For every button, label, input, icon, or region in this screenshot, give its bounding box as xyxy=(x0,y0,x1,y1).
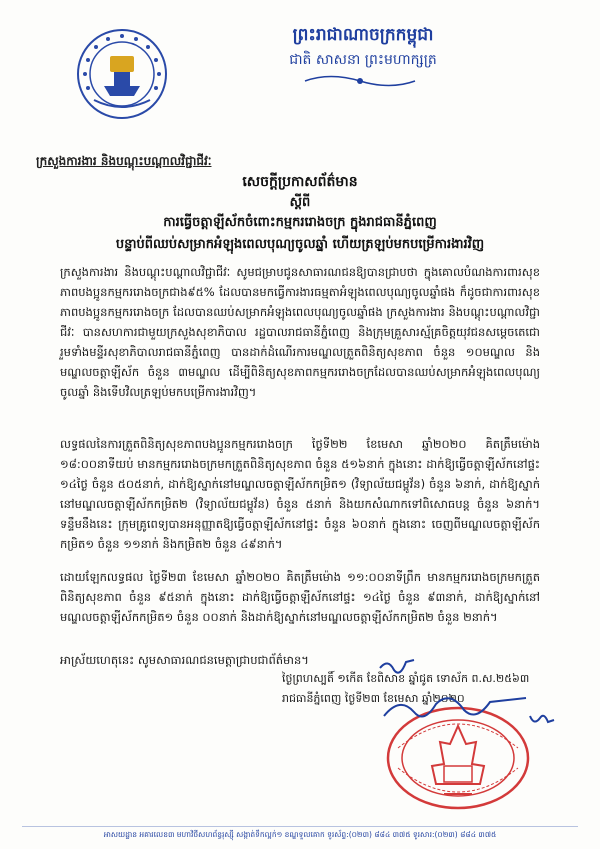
title-subject-line1: ការធ្វើចត្តាឡីស័កចំពោះកម្មកររោងចក្រ ក្នុងរាជធានីភ្នំពេញ xyxy=(163,215,437,230)
ministry-logo xyxy=(74,26,170,122)
body-paragraph-2: លទ្ធផលនៃការត្រួតពិនិត្យសុខភាពបងប្អូនកម្មកររោងចក្រ ថ្ងៃទី២២ ខែមេសា ឆ្នាំ២០២០ គិតត្រឹមម៉ោង ១៨:០០នាទីយប់ មានកម្មកររោងចក្រមកត្រួតពិនិត្យសុខភាព ចំនួន ៥១៦នាក់ ក្នុងនោះ ដាក់ឱ្យធ្វើចត្តាឡីស័កនៅផ្ទះ ១៤ថ្ងៃ ចំនួន ៥០៥នាក់, ដាក់ឱ្យស្នាក់នៅមណ្ឌលចត្តាឡីស័កកម្រិត១ (វិទ្យាល័យជម្ពូវ័ន) ចំនួន ៦នាក់, ដាក់ឱ្យស្នាក់នៅមណ្ឌលចត្តាឡីស័កកម្រិត២ (វិទ្យាល័យជម្ពូវ័ន) ចំនួន ៥នាក់ និងយកសំណាកទៅពិសោធបន្ត ចំនួន ៦នាក់។ ទន្ទឹមនឹងនេះ ក្រុមគ្រូពេទ្យបានអនុញ្ញាតឱ្យធ្វើចត្តាឡីស័កនៅផ្ទះ ចំនួន ៦០នាក់ ក្នុងនោះ ចេញពីមណ្ឌលចត្តាឡីស័កកម្រិត១ ចំនួន ១១នាក់ និងកម្រិត២ ចំនួន ៤៩នាក់។ xyxy=(60,437,540,551)
header-ornament xyxy=(300,74,420,88)
title-subject-line2: បន្ទាប់ពីឈប់សម្រាកអំឡុងពេលបុណ្យចូលឆ្នាំ ហើយត្រឡប់មកបម្រើការងារវិញ xyxy=(115,237,485,252)
ministry-name: ក្រសួងការងារ និងបណ្តុះបណ្តាលវិជ្ជាជីវៈ xyxy=(36,154,212,168)
footer-divider xyxy=(22,826,578,827)
initials-mark-2 xyxy=(528,710,556,730)
body-paragraph-3: ដោយឡែកលទ្ធផល ថ្ងៃទី២៣ ខែមេសា ឆ្នាំ២០២០ គិតត្រឹមម៉ោង ១១:០០នាទីព្រឹក មានកម្មកររោងចក្រមកត្រួតពិនិត្យសុខភាព ចំនួន ៩៥នាក់ ក្នុងនោះ ដាក់ឱ្យធ្វើចត្តាឡីស័កនៅផ្ទះ ១៤ថ្ងៃ ចំនួន ៩៣នាក់, ដាក់ឱ្យស្នាក់នៅមណ្ឌលចត្តាឡីស័កកម្រិត១ ចំនួន ០០នាក់ និងដាក់ឱ្យស្នាក់នៅមណ្ឌលចត្តាឡីស័កកម្រិត២ ចំនួន ២នាក់។ xyxy=(60,570,540,624)
lunar-date: ថ្ងៃព្រហស្បតិ៍ ១កើត ខែពិសាខ ឆ្នាំជូត ទោស័ក ព.ស.២៥៦៣ xyxy=(282,672,530,685)
document-title: សេចក្តីប្រកាសព័ត៌មាន xyxy=(242,174,358,190)
title-subject-label: ស្តីពី xyxy=(289,195,311,210)
kingdom-title: ព្រះរាជាណាចក្រកម្ពុជា xyxy=(292,25,434,45)
footer-address: អាសយដ្ឋាន អគារលេខ៣ មហាវិថីសហព័ន្ធរុស្ស៊ី សង្កាត់ទឹកល្អក់១ ខណ្ឌទួលគោក ទូរស័ព្ទ:(០២៣) ៨៨៤ ៣៧៥ ទូរសារ:(០២៣) ៨៨៤ ៣៧៥ xyxy=(103,830,497,839)
minister-signature xyxy=(380,692,530,726)
solar-date: រាជធានីភ្នំពេញ ថ្ងៃទី២៣ ខែមេសា ឆ្នាំ២០២០ xyxy=(282,692,465,705)
national-motto: ជាតិ សាសនា ព្រះមហាក្សត្រ xyxy=(289,52,437,68)
body-paragraph-1: ក្រសួងការងារ និងបណ្តុះបណ្តាលវិជ្ជាជីវៈ សូមជម្រាបជូនសាធារណជនឱ្យបានជ្រាបថា ក្នុងគោលបំណងការពារសុខភាពបងប្អូនកម្មកររោងចក្រជាង៩៥% ដែលបានមកធ្វើការងារធម្មតាអំឡុងពេលបុណ្យចូលឆ្នាំផង ក៏ដូចជាការពារសុខភាពបងប្អូនកម្មកររោងចក្រ ដែលបានឈប់សម្រាកអំឡុងពេលបុណ្យចូលឆ្នាំផង ក្រសួងការងារ និងបណ្តុះបណ្តាលវិជ្ជាជីវៈ បានសហការជាមួយក្រសួងសុខាភិបាល រដ្ឋបាលរាជធានីភ្នំពេញ និងក្រុមគ្រួសារស្ម័គ្រចិត្តយុវជនសម្តេចតេជោ រួមទាំងមន្ទីរសុខាភិបាលរាជធានីភ្នំពេញ បានដាក់ដំណើរការមណ្ឌលត្រួតពិនិត្យសុខភាព ចំនួន ១០មណ្ឌល និងមណ្ឌលចត្តាឡីស័ក ចំនួន ៣មណ្ឌល ដើម្បីពិនិត្យសុខភាពកម្មកររោងចក្រដែលបានឈប់សម្រាកអំឡុងពេលបុណ្យចូលឆ្នាំ និងទើបវិលត្រឡប់មកបម្រើការងារវិញ។ xyxy=(60,265,540,399)
closing-paragraph: អាស្រ័យហេតុនេះ សូមសាធារណជនមេត្តាជ្រាបជាព័ត៌មាន។ xyxy=(60,653,309,667)
